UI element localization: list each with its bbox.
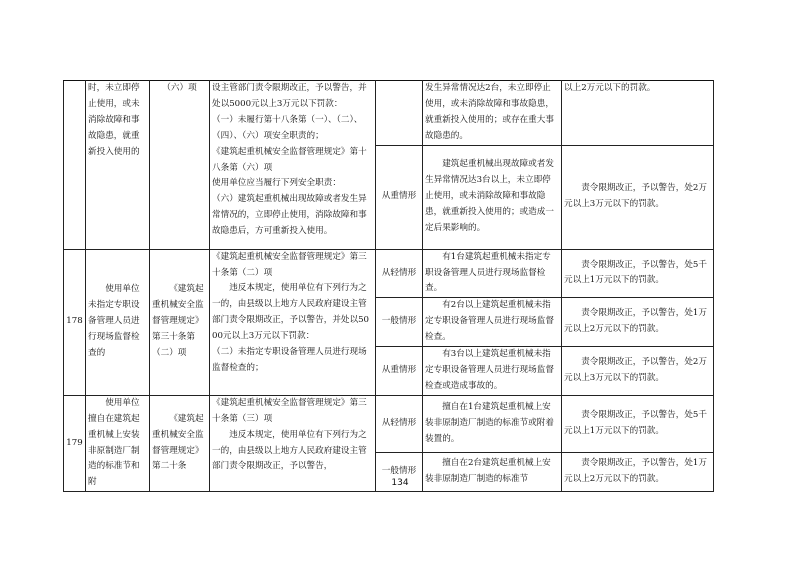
circumstance-condition: 建筑起重机械出现故障或者发生异常情况达3台以上，未立即停止使用，或未消除故障和事故隐患，就重新投入使用的；或造成一定后果影响的。: [423, 145, 562, 249]
circumstance-condition: 发生异常情况达2台，未立即停止使用，或未消除故障和事故隐患，就重新投入使用的；或存在重大事故隐患的。: [423, 81, 562, 146]
violation-behavior: 使用单位擅自在建筑起重机械上安装非原制造厂制造的标准节和附: [86, 395, 150, 491]
discretion-level: [376, 81, 423, 146]
punishment-reference: 《建筑起重机械安全监督管理规定》第三十条第（二）项: [212, 251, 367, 278]
circumstance-condition: 有2台以上建筑起重机械未指定专职设备管理人员进行现场监督检查。: [423, 298, 562, 347]
punishment-standard: 责令限期改正，予以警告，处1万元以上2万元以下的罚款。: [562, 453, 714, 492]
punishment-standard: 责令限期改正，予以警告，处2万元以上3万元以下的罚款。: [562, 145, 714, 249]
item-number: 179: [64, 395, 86, 491]
discretion-level: 从重情形: [376, 145, 423, 249]
punishment-text: 违反本规定，使用单位有下列行为之一的，由县级以上地方人民政府建设主管部门责令限期改正，予以警告，: [212, 429, 367, 472]
punishment-standard: 责令限期改正，予以警告，处5千元以上1万元以下的罚款。: [562, 395, 714, 453]
punishment-item: （二）未指定专职设备管理人员进行现场监督检查的；: [212, 347, 367, 373]
violation-behavior: 使用单位未指定专职设备管理人员进行现场监督检查的: [86, 249, 150, 395]
legal-basis: 《建筑起重机械安全监督管理规定》第二十条: [150, 395, 210, 491]
discretion-level: 从轻情形: [376, 249, 423, 298]
discretion-level: 从轻情形: [376, 395, 423, 453]
punishment-text: 违反本规定，使用单位有下列行为之一的，由县级以上地方人民政府建设主管部门责令限期改正，予以警告，并处以5000元以上3万元以下罚款：: [212, 283, 370, 342]
punishment-standard: 以上2万元以下的罚款。: [562, 81, 714, 146]
punishment-reference: 《建筑起重机械安全监督管理规定》第三十条第（三）项: [212, 397, 367, 424]
circumstance-condition: 有3台以上建筑起重机械未指定专职设备管理人员进行现场监督检查或造成事故的。: [423, 347, 562, 396]
circumstance-condition: 擅自在2台建筑起重机械上安装非原制造厂制造的标准节: [423, 453, 562, 492]
punishment-standard: 责令限期改正，予以警告，处5千元以上1万元以下的罚款。: [562, 249, 714, 298]
circumstance-condition: 擅自在1台建筑起重机械上安装非原制造厂制造的标准节或附着装置的。: [423, 395, 562, 453]
page-number: 134: [391, 478, 409, 488]
punishment-standard: 责令限期改正，予以警告，处2万元以上3万元以下的罚款。: [562, 347, 714, 396]
discretion-level: 从重情形: [376, 347, 423, 396]
discretion-level: 一般情形: [376, 453, 423, 492]
punishment-basis: [210, 249, 376, 395]
punishment-standard: 责令限期改正，予以警告，处1万元以上2万元以下的罚款。: [562, 298, 714, 347]
punishment-basis: 设主管部门责令限期改正，予以警告，并处以5000元以上3万元以下罚款： （一）未履行第十八条第（一）、（二）、（四）、（六）项安全职责的； 《建筑起重机械安全监督管理规定》第十八条第（六）项 使用单位应当履行下列安全职责： （六）建筑起重机械出现故障或者发生异常情况的，立即停止使用，消除故障和事故隐患后，方可重新投入使用。: [210, 81, 376, 250]
legal-basis: （六）项: [150, 81, 210, 250]
discretion-level: 一般情形: [376, 298, 423, 347]
violation-behavior: 时，未立即停止使用，或未消除故障和事故隐患，就重新投入使用的: [86, 81, 150, 250]
legal-basis: 《建筑起重机械安全监督管理规定》第三十条第（二）项: [150, 249, 210, 395]
row-number-cell: [64, 81, 86, 250]
circumstance-condition: 有1台建筑起重机械未指定专职设备管理人员进行现场监督检查。: [423, 249, 562, 298]
item-number: 178: [64, 249, 86, 395]
regulation-table: [63, 80, 714, 492]
